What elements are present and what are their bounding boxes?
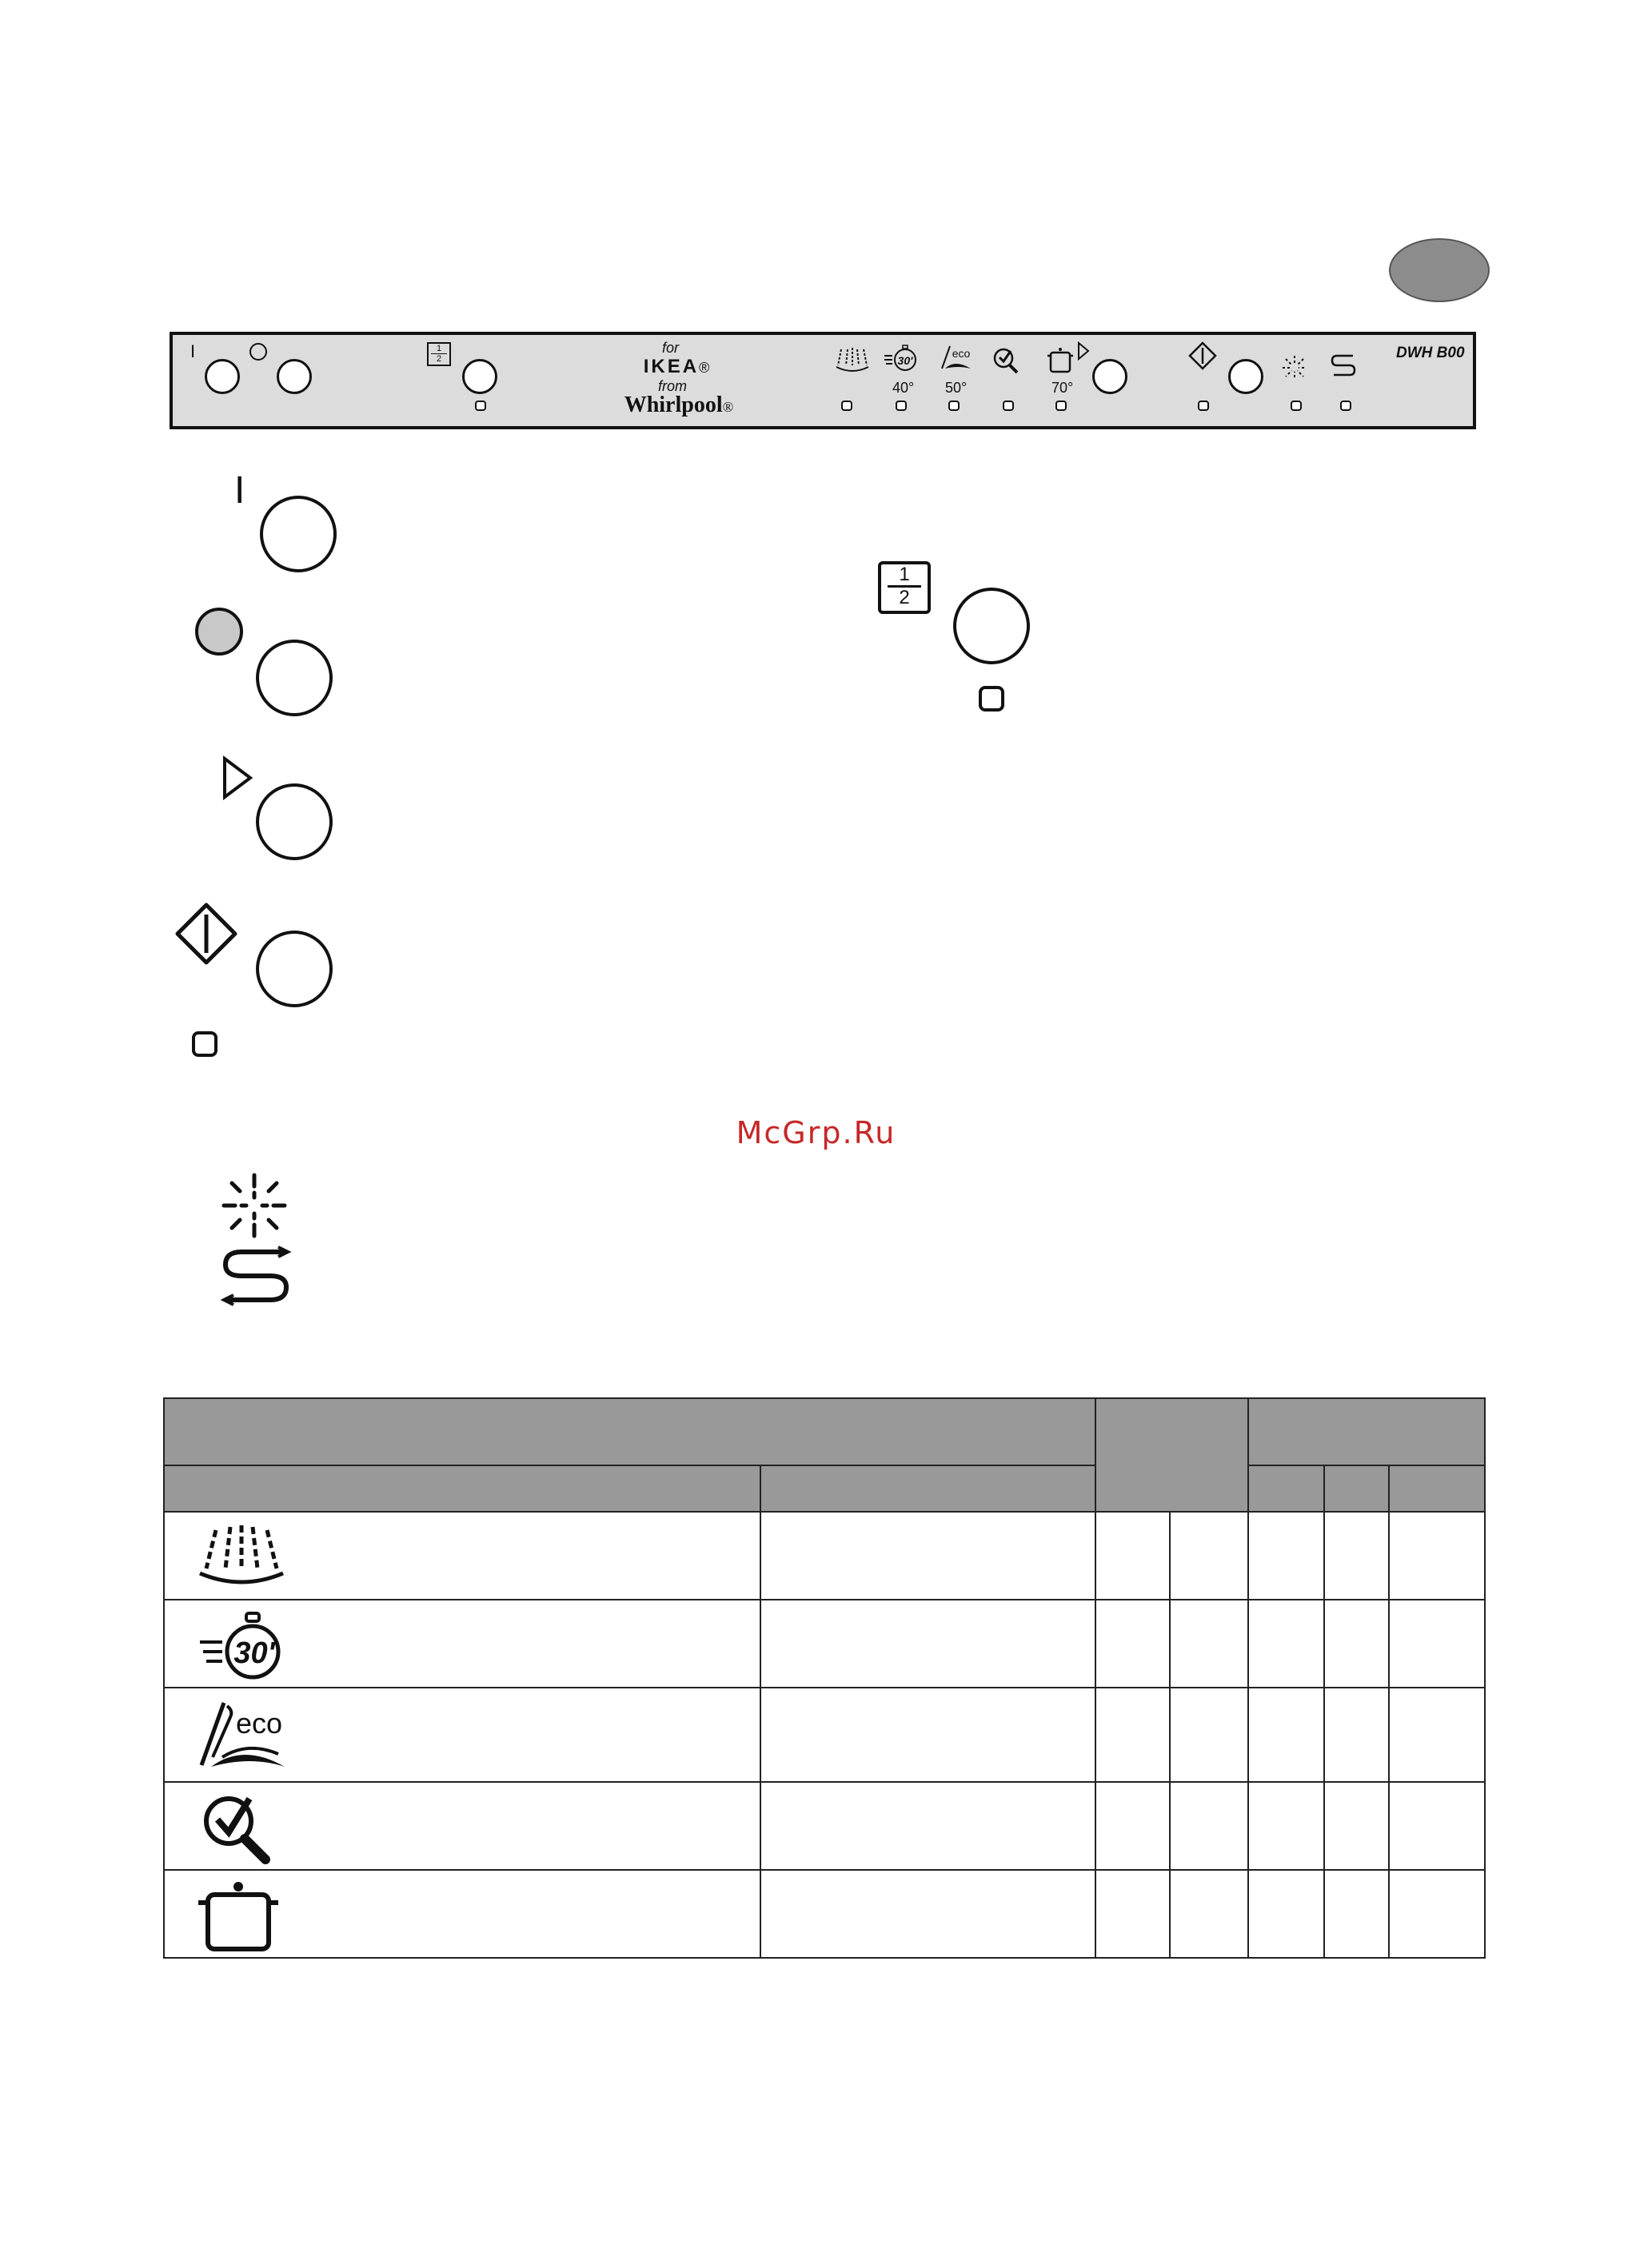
table-normal-magnifier-icon [200,1791,280,1866]
prewash-icon [835,346,870,373]
temp-50-label: 50° [945,380,968,396]
legend-half-load-led [979,686,1004,711]
half-load-led [475,401,486,411]
svg-text:eco: eco [952,347,971,360]
off-button[interactable] [277,359,312,394]
intensive-led [1055,401,1067,411]
normal-magnifier-icon [992,346,1023,375]
intensive-pot-icon [1046,346,1075,373]
table-row [164,1600,1485,1688]
program-button[interactable] [1092,359,1127,394]
svg-text:30': 30' [233,1636,275,1670]
legend-start-triangle-icon [220,755,255,800]
legend-program-button [256,783,333,860]
salt-led [1340,401,1351,411]
table-header-col-group-1 [1095,1398,1249,1512]
table-eco-icon [195,1700,288,1772]
table-row [164,1688,1485,1782]
half-load-icon: 1 2 [427,342,451,366]
table-quick-30-icon [197,1610,293,1680]
model-label: DWH B00 [1396,345,1465,361]
table-row [164,1782,1485,1870]
table-header-col-group-2 [1248,1398,1485,1465]
eco-led [948,401,960,411]
rinse-aid-led [1291,401,1302,411]
table-row [164,1870,1485,1958]
salt-icon [1329,351,1358,380]
control-panel [170,332,1476,429]
table-subheader-4 [1324,1465,1389,1512]
rinse-aid-icon [1281,354,1308,381]
svg-text:30': 30' [897,354,913,367]
table-prewash-icon [197,1524,286,1588]
legend-start-led [192,1031,217,1057]
legend-half-load-icon: 1 2 [878,561,931,614]
section-tab-circle [1389,238,1490,302]
temp-70-label: 70° [1051,380,1074,396]
table-header-program [164,1398,1095,1465]
table-subheader-2 [760,1465,1095,1512]
start-triangle-icon [1076,341,1091,361]
brand-from: from [658,378,687,394]
legend-half-load-button [953,588,1030,664]
on-label: I [190,341,196,361]
legend-salt-icon [217,1244,294,1308]
table-subheader-1 [164,1465,760,1512]
legend-off-button [256,640,333,716]
off-indicator-icon [249,343,267,361]
normal-led [1003,401,1014,411]
table-subheader-5 [1389,1465,1485,1512]
temp-40-label: 40° [892,380,915,396]
legend-start-reset-icon [174,902,238,966]
table-subheader-3 [1248,1465,1324,1512]
start-led [1198,401,1209,411]
quick-30-icon [883,343,920,372]
eco-icon [939,345,974,373]
start-reset-button[interactable] [1228,359,1263,394]
program-table [163,1397,1486,1959]
half-load-button[interactable] [462,359,497,394]
on-button[interactable] [205,359,240,394]
svg-text:eco: eco [235,1707,283,1740]
legend-off-indicator-icon [195,608,243,656]
brand-whirlpool-logo: Whirlpool® [624,393,734,417]
watermark: McGrp.Ru [736,1115,896,1150]
brand-for: for [662,340,680,356]
prewash-led [841,401,852,411]
table-row [164,1512,1485,1600]
legend-on-label: I [234,469,245,512]
table-intensive-pot-icon [197,1879,280,1954]
legend-start-reset-button [256,931,333,1007]
legend-rinse-aid-icon [221,1172,288,1239]
start-reset-icon [1188,341,1217,370]
quick-led [896,401,907,411]
brand-ikea-logo: IKEA® [643,356,710,377]
legend-on-button [260,496,337,572]
